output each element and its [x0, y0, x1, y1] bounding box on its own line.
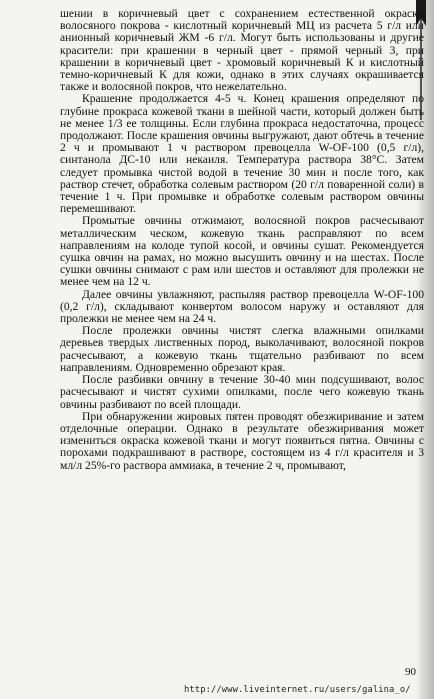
paragraph-1: шении в коричневый цвет с сохранением естественной окраски волосяного покрова - кислотный коричневый МЦ из расчета 5 г/л или анионный коричневый ЖМ -6 г/л. Могут быть использованы и другие красители: при крашении в черный цвет - прямой черный 3, при крашении в коричневый цвет - хромовый коричневый К и кислотный темно-коричневый К для кожи, однако в этих случаях окрашивается также и волосяной покров, что нежелательно. [60, 7, 424, 94]
text-body [60, 8, 424, 472]
paragraph-4: Далее овчины увлажняют, распыляя раствор превоцелла W-OF-100 (0,2 г/л), складывают конвертом волосом наружу и оставляют для пролежки не менее чем на 24 ч. [60, 287, 424, 326]
paragraph-5: После пролежки овчины чистят слегка влажными опилками деревьев твердых лиственных пород, выколачивают, волосяной покров расчесывают, а кожевую ткань тщательно разбивают по всем направлениям. Одновременно обрезают края. [60, 324, 424, 374]
paragraph-7: При обнаружении жировых пятен проводят обезжиривание и затем отделочные операции. Однако в результате обезжиривания может измениться окраска кожевой ткани и могут появиться пятна. Овчины с порохами подкрашивают в растворе, состоящем из 4 г/л красителя и 3 мл/л 25%-го раствора аммиака, в течение 2 ч, промывают, [60, 409, 424, 472]
paragraph-2: Крашение продолжается 4-5 ч. Конец крашения определяют по глубине прокраса кожевой ткани в шейной части, который должен быть не менее 1/3 ее толщины. Если глубина прокраса недостаточна, процесс продолжают. После крашения овчины выгружают, дают обтечь в течение 2 ч и промывают 1 ч раствором превоцелла W-OF-100 (0,5 г/л), синтанола ДС-10 или некаиля. Температура раствора 38°С. Затем следует промывка чистой водой в течение 30 мин и после того, как раствор стечет, обработка солевым раствором (20 г/л поваренной соли) в течение 1 ч. При промывке и обработке солевым раствором овчины перемешивают. [60, 92, 424, 216]
paragraph-6: После разбивки овчину в течение 30-40 мин подсушивают, волос расчесывают и чистят сухими опилками, после чего кожевую ткань овчины разбивают по всей площади. [60, 373, 424, 411]
footer-url: http://www.liveinternet.ru/users/galina_o/ [184, 685, 411, 695]
paragraph-3: Промытые овчины отжимают, волосяной покров расчесывают металлическим ческом, кожевую ткань расправляют по всем направлениям на колоде тупой косой, и овчины сушат. Рекомендуется сушка овчин на рамах, но можно высушить овчину и на шестах. После сушки овчины снимают с рам или шестов и оставляют для пролежки не менее чем на 12 ч. [60, 214, 424, 289]
page-number: 90 [405, 666, 416, 678]
